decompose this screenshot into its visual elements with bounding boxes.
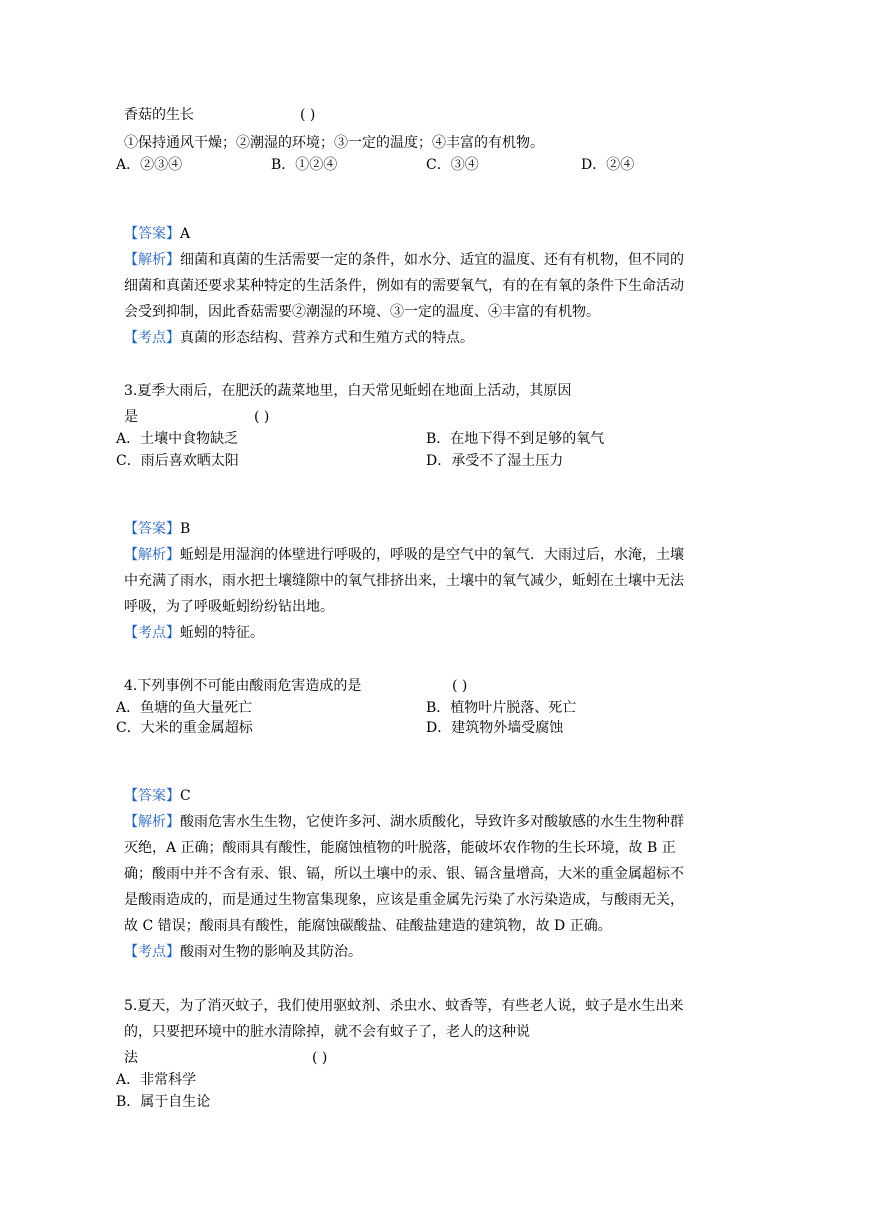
point-tag: 【考点】 [124,625,180,641]
q2-answer [124,224,190,244]
q4-option-b: B．植物叶片脱落、死亡 [426,700,577,716]
q3-analysis-line3: 呼吸，为了呼吸蚯蚓纷纷钻出地。 [124,599,334,615]
q2-point: 【考点】真菌的形态结构、营养方式和生殖方式的特点。 [124,330,474,346]
q2-analysis-line3: 会受到抑制，因此香菇需要②潮湿的环境、③一定的温度、④丰富的有机物。 [124,304,600,320]
q5-stem-line2: 的，只要把环境中的脏水清除掉，就不会有蚊子了，老人的这种说 [124,1024,530,1040]
q4-stem: 4.下列事例不可能由酸雨危害造成的是 [124,678,362,694]
q3-option-d: D．承受不了湿土压力 [426,453,564,469]
q2-option-b: B．①②④ [271,157,338,173]
answer-tag: 【答案】 [124,521,180,537]
q2-option-d: D．②④ [581,157,635,173]
q4-analysis-line2: 灭绝，A 正确；酸雨具有酸性，能腐蚀植物的叶脱落，能破坏农作物的生长环境，故 B 正 [124,840,676,856]
q3-point: 【考点】蚯蚓的特征。 [124,625,264,641]
answer-tag: 【答案】 [124,788,180,804]
q4-option-c: C．大米的重金属超标 [116,720,253,736]
q3-answer-paren: ( ) [254,409,270,425]
q4-point: 【考点】酸雨对生物的影响及其防治。 [124,944,362,960]
q3-stem-line2: 是 [124,409,138,425]
q5-stem-line3: 法 [124,1050,138,1066]
q3-option-a: A．土壤中食物缺乏 [116,431,239,447]
answer-value: C [180,788,191,804]
q3-stem-line1: 3.夏季大雨后，在肥沃的蔬菜地里，白天常见蚯蚓在地面上活动，其原因 [124,383,572,399]
q3-option-c: C．雨后喜欢晒太阳 [116,453,239,469]
q4-analysis-line3: 确；酸雨中并不含有汞、银、镉，所以土壤中的汞、银、镉含量增高，大米的重金属超标不 [124,866,684,882]
q2-option-a: A．②③④ [116,157,183,173]
answer-tag: 【答案】 [124,226,180,242]
q2-analysis-line1: 【解析】细菌和真菌的生活需要一定的条件，如水分、适宜的温度、还有有机物，但不同的 [124,252,684,268]
q5-option-a: A．非常科学 [116,1072,197,1088]
q4-answer [124,786,191,806]
answer-value: A [180,226,191,242]
q2-stem: 香菇的生长 [124,107,194,123]
q2-conditions: ①保持通风干燥；②潮湿的环境；③一定的温度；④丰富的有机物。 [124,135,544,151]
q3-analysis-line1: 【解析】蚯蚓是用湿润的体壁进行呼吸的，呼吸的是空气中的氧气．大雨过后，水淹，土壤 [124,547,684,563]
q2-option-c: C．③④ [426,157,479,173]
q4-analysis-line4: 是酸雨造成的，而是通过生物富集现象，应该是重金属先污染了水污染造成，与酸雨无关， [124,892,684,908]
analysis-tag: 【解析】 [124,252,180,268]
q4-option-a: A．鱼塘的鱼大量死亡 [116,700,253,716]
analysis-tag: 【解析】 [124,814,180,830]
q3-option-b: B．在地下得不到足够的氧气 [426,431,605,447]
q5-answer-paren: ( ) [312,1050,328,1066]
analysis-tag: 【解析】 [124,547,180,563]
q4-analysis-line1: 【解析】酸雨危害水生生物，它使许多河、湖水质酸化，导致许多对酸敏感的水生生物种群 [124,814,684,830]
q4-answer-paren: ( ) [452,678,468,694]
q5-stem-line1: 5.夏天，为了消灭蚊子，我们使用驱蚊剂、杀虫水、蚊香等，有些老人说，蚊子是水生出来 [124,998,684,1014]
point-tag: 【考点】 [124,330,180,346]
point-tag: 【考点】 [124,944,180,960]
q2-analysis-line2: 细菌和真菌还要求某种特定的生活条件，例如有的需要氧气，有的在有氧的条件下生命活动 [124,278,684,294]
q5-option-b: B．属于自生论 [116,1094,211,1110]
q4-option-d: D．建筑物外墙受腐蚀 [426,720,564,736]
q3-analysis-line2: 中充满了雨水，雨水把土壤缝隙中的氧气排挤出来，土壤中的氧气减少，蚯蚓在土壤中无法 [124,573,684,589]
q2-answer-paren: ( ) [300,107,316,123]
answer-value: B [180,521,191,537]
q3-answer [124,519,190,539]
q4-analysis-line5: 故 C 错误；酸雨具有酸性，能腐蚀碳酸盐、硅酸盐建造的建筑物，故 D 正确。 [124,918,612,934]
